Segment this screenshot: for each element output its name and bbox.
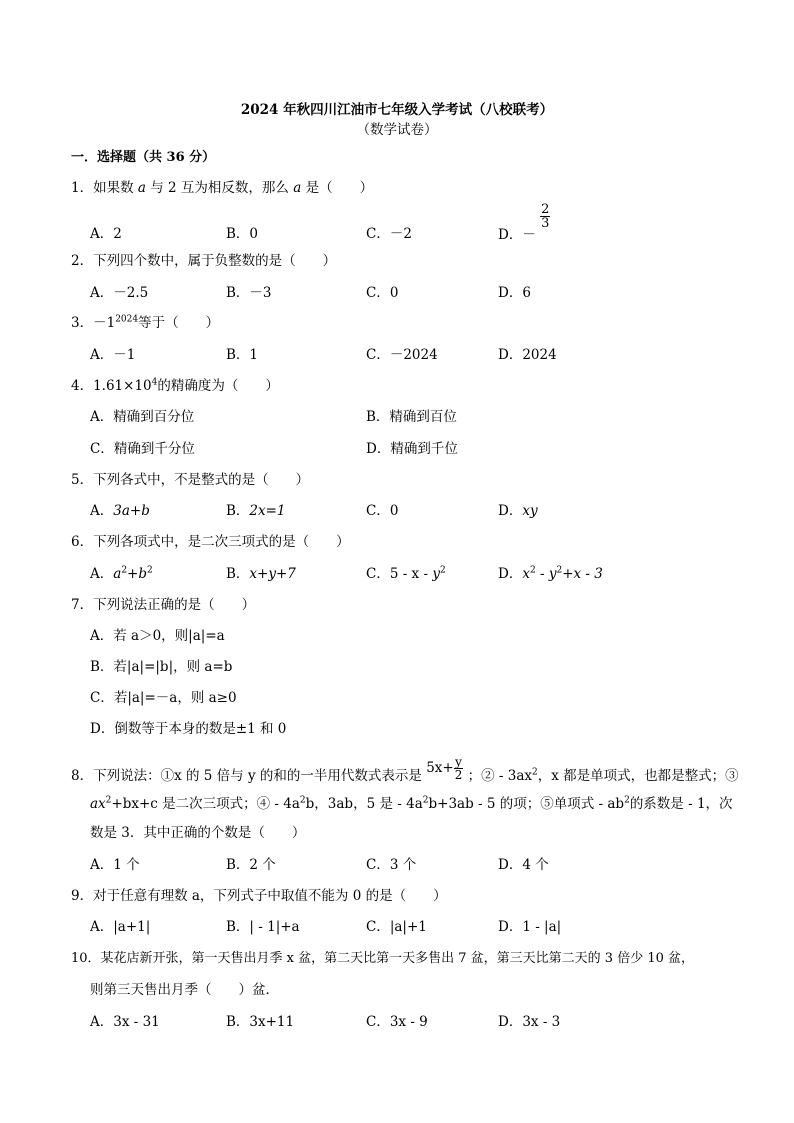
q5-option-b[interactable] <box>226 499 286 519</box>
q6-c-label: C．5 - x - <box>366 566 433 582</box>
q8-line1-c-exp: 2 <box>532 767 538 778</box>
q7-option-a[interactable]: A．若 a＞0，则|a|=a <box>90 628 225 644</box>
q8-line2-d: b+3ab - 5 的项；⑤单项式 - ab <box>428 796 625 812</box>
q8-line2-a-exp: 2 <box>105 795 112 806</box>
q9-option-b[interactable]: B．| - 1|+a <box>226 919 300 935</box>
question-6: 6．下列各项式中，是二次三项式的是（ ） <box>71 534 350 550</box>
question-8-line-3: 数是 3．其中正确的个数是（ ） <box>90 825 306 841</box>
q8-fraction-lead: 5x+ <box>426 760 454 776</box>
q6-a-part2: +b <box>127 566 148 582</box>
question-4 <box>71 374 279 394</box>
q3-stem-b: 等于（ ） <box>138 315 220 331</box>
q5-d-label: D． <box>498 503 523 519</box>
q1-var: a <box>137 180 146 196</box>
q6-d-exp1: 2 <box>529 565 536 576</box>
q6-c-var: y <box>432 566 440 582</box>
q4-option-c[interactable]: C．精确到千分位 <box>90 441 195 457</box>
q5-option-a[interactable] <box>90 499 150 519</box>
q1-stem-a: 1．如果数 <box>71 180 134 196</box>
q4-option-d[interactable]: D．精确到千位 <box>366 441 458 457</box>
question-9: 9．对于任意有理数 a，下列式子中取值不能为 0 的是（ ） <box>71 888 447 904</box>
q8-line2-d-exp: 2 <box>624 795 630 806</box>
q8-option-c[interactable]: C．3 个 <box>366 857 417 873</box>
q1-option-b[interactable]: B．0 <box>226 226 259 242</box>
q7-option-d[interactable]: D．倒数等于本身的数是±1 和 0 <box>90 721 287 737</box>
q9-option-c[interactable]: C．|a|+1 <box>366 919 427 935</box>
question-8-line-1 <box>71 755 739 789</box>
q6-d-exp2: 2 <box>556 565 563 576</box>
q2-option-a[interactable]: A．－2.5 <box>90 285 149 301</box>
q4-stem-a: 4．1.61×10 <box>71 378 152 394</box>
q5-b-label: B． <box>226 503 250 519</box>
q10-option-c[interactable]: C．3x - 9 <box>366 1014 428 1030</box>
q5-option-c[interactable]: C．0 <box>366 503 399 519</box>
q1-option-d-prefix: D．－ <box>498 227 536 243</box>
q8-fraction <box>454 756 464 781</box>
q2-option-c[interactable]: C．0 <box>366 285 399 301</box>
q6-a-label: A． <box>90 566 114 582</box>
q8-line1-c: ；② - 3ax <box>467 768 533 784</box>
q6-option-c[interactable] <box>366 562 446 582</box>
question-10-line-2: 则第三天售出月季（ ）盆． <box>90 982 279 998</box>
q10-option-a[interactable]: A．3x - 31 <box>90 1014 160 1030</box>
q6-d-part1: x <box>522 566 530 582</box>
q5-option-d[interactable] <box>498 499 538 519</box>
q5-d-expr: xy <box>522 503 538 519</box>
q3-option-d[interactable]: D．2024 <box>498 347 557 363</box>
q6-c-exp: 2 <box>439 565 446 576</box>
q1-stem-c: 是（ ） <box>305 180 374 196</box>
exam-subtitle: （数学试卷） <box>356 122 438 138</box>
q8-line2-b-exp: 2 <box>299 795 306 806</box>
q6-option-b[interactable] <box>226 562 296 582</box>
q1-var2: a <box>293 180 302 196</box>
q8-line1-b: x 的 5 倍与 y 的和的一半用代数式表示是 <box>174 768 422 784</box>
q3-option-a[interactable]: A．－1 <box>90 347 136 363</box>
q7-option-b[interactable]: B．若|a|=|b|，则 a=b <box>90 659 233 675</box>
q8-option-a[interactable]: A．1 个 <box>90 857 140 873</box>
q2-option-d[interactable]: D．6 <box>498 285 531 301</box>
q8-line1-d: ，x 都是单项式，也都是整式；③ <box>537 768 739 784</box>
q10-option-b[interactable]: B．3x+11 <box>226 1014 295 1030</box>
q8-option-b[interactable]: B．2 个 <box>226 857 276 873</box>
q8-line2-c: b，3ab，5 是 - 4a <box>305 796 423 812</box>
question-8-line-2 <box>90 792 733 812</box>
question-3 <box>71 311 219 331</box>
q5-a-label: A． <box>90 503 114 519</box>
q9-option-d[interactable]: D．1 - |a| <box>498 919 562 935</box>
fraction-numerator: 2 <box>541 202 550 217</box>
section-heading: 一．选择题（共 36 分） <box>71 150 216 165</box>
q8-line2-e: 的系数是 - 1，次 <box>629 796 733 812</box>
q2-option-b[interactable]: B．－3 <box>226 285 272 301</box>
q6-a-exp2: 2 <box>147 565 153 576</box>
q6-b-expr: x+y+7 <box>249 566 296 582</box>
q8-line2-b: +bx+c 是二次三项式；④ - 4a <box>111 796 300 812</box>
q7-option-c[interactable]: C．若|a|=－a，则 a≥0 <box>90 690 237 706</box>
question-5: 5．下列各式中，不是整式的是（ ） <box>71 472 310 488</box>
fraction-numerator: y <box>455 755 462 769</box>
q4-exponent: 4 <box>151 377 158 388</box>
q8-line2-a: ax <box>90 796 106 812</box>
q10-option-d[interactable]: D．3x - 3 <box>498 1014 561 1030</box>
q8-option-d[interactable]: D．4 个 <box>498 857 549 873</box>
question-1 <box>71 176 373 196</box>
q4-option-b[interactable]: B．精确到百位 <box>366 409 457 425</box>
q6-d-label: D． <box>498 566 523 582</box>
q6-a-exp1: 2 <box>121 565 128 576</box>
q1-option-d-fraction <box>540 203 550 230</box>
q8-fraction-expression <box>426 755 467 782</box>
q1-option-d[interactable] <box>498 202 550 243</box>
q6-d-part3: +x - 3 <box>562 566 603 582</box>
q4-option-a[interactable]: A．精确到百分位 <box>90 409 195 425</box>
q6-a-part1: a <box>113 566 122 582</box>
q1-option-a[interactable]: A．2 <box>90 226 122 242</box>
q9-option-a[interactable]: A．|a+1| <box>90 919 151 935</box>
q5-a-expr: 3a+b <box>113 503 150 519</box>
q3-option-b[interactable]: B．1 <box>226 347 259 363</box>
q8-line1-a: 8．下列说法：① <box>71 768 175 784</box>
q6-option-a[interactable] <box>90 562 153 582</box>
q6-b-label: B． <box>226 566 250 582</box>
q8-line2-c-exp: 2 <box>422 795 429 806</box>
q1-stem-b: 与 2 互为相反数，那么 <box>150 180 289 196</box>
q3-exponent: 2024 <box>115 314 139 325</box>
q6-d-part2: - y <box>535 566 557 582</box>
exam-title: 2024 年秋四川江油市七年级入学考试（八校联考） <box>240 102 554 118</box>
fraction-denominator: 2 <box>454 768 463 782</box>
q5-b-expr: 2x=1 <box>249 503 286 519</box>
fraction-denominator: 3 <box>541 216 550 231</box>
question-10-line-1: 10．某花店新开张，第一天售出月季 x 盆，第二天比第一天多售出 7 盆，第三天比第二天的 3 倍少 10 盆， <box>71 951 695 966</box>
q3-stem-a: 3．－1 <box>71 315 116 331</box>
q1-option-c[interactable]: C．－2 <box>366 226 412 242</box>
q6-option-d[interactable] <box>498 562 603 582</box>
q4-stem-b: 的精确度为（ ） <box>157 378 279 394</box>
question-7: 7．下列说法正确的是（ ） <box>71 597 256 613</box>
q3-option-c[interactable]: C．－2024 <box>366 347 438 363</box>
question-2: 2．下列四个数中，属于负整数的是（ ） <box>71 253 337 269</box>
